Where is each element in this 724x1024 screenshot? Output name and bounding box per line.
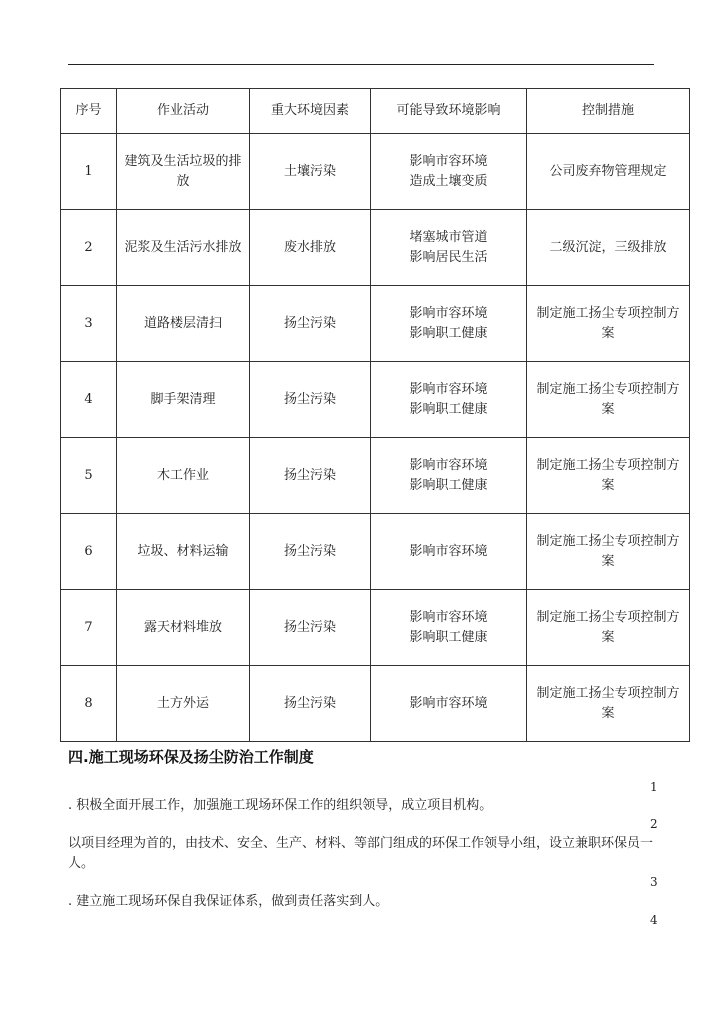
table-header-row	[61, 89, 690, 134]
header-cell-impact: 可能导致环境影响	[371, 89, 527, 134]
impact-line: 影响市容环境	[409, 457, 488, 473]
impact-line: 影响市容环境	[409, 695, 488, 711]
cell-factor: 土壤污染	[250, 134, 371, 210]
paragraph-number: 3	[650, 875, 658, 889]
cell-factor: 扬尘污染	[250, 590, 371, 666]
cell-factor: 扬尘污染	[250, 362, 371, 438]
cell-activity: 露天材料堆放	[117, 590, 250, 666]
paragraph-number: 2	[650, 817, 658, 831]
table-row	[61, 666, 690, 742]
impact-line: 影响居民生活	[409, 249, 488, 265]
table-row	[61, 134, 690, 210]
cell-activity: 土方外运	[117, 666, 250, 742]
table-row	[61, 210, 690, 286]
impact-line: 影响市容环境	[409, 153, 488, 169]
table-row	[61, 362, 690, 438]
cell-no: 2	[61, 210, 117, 286]
section-title: 四.施工现场环保及扬尘防治工作制度	[68, 748, 314, 766]
cell-factor: 扬尘污染	[250, 438, 371, 514]
cell-factor: 废水排放	[250, 210, 371, 286]
cell-no: 4	[61, 362, 117, 438]
cell-impact	[371, 590, 527, 666]
header-cell-measure: 控制措施	[527, 89, 690, 134]
header-rule	[68, 64, 654, 65]
header-cell-factor: 重大环境因素	[250, 89, 371, 134]
table-row	[61, 286, 690, 362]
environmental-factors-table	[60, 88, 690, 742]
paragraph-number: 4	[650, 913, 658, 927]
cell-factor: 扬尘污染	[250, 514, 371, 590]
impact-line: 影响职工健康	[409, 325, 488, 341]
impact-line: 影响市容环境	[409, 305, 488, 321]
cell-no: 7	[61, 590, 117, 666]
cell-activity: 泥浆及生活污水排放	[117, 210, 250, 286]
impact-line: 堵塞城市管道	[409, 229, 488, 245]
impact-line: 影响职工健康	[409, 401, 488, 417]
cell-impact	[371, 286, 527, 362]
cell-no: 1	[61, 134, 117, 210]
header-cell-activity: 作业活动	[117, 89, 250, 134]
impact-line: 影响市容环境	[409, 543, 488, 559]
cell-factor: 扬尘污染	[250, 286, 371, 362]
cell-measure: 制定施工扬尘专项控制方案	[527, 666, 690, 742]
impact-line: 影响市容环境	[409, 609, 488, 625]
cell-activity: 建筑及生活垃圾的排放	[117, 134, 250, 210]
cell-activity: 脚手架清理	[117, 362, 250, 438]
cell-no: 5	[61, 438, 117, 514]
table-row	[61, 514, 690, 590]
cell-impact	[371, 438, 527, 514]
cell-no: 3	[61, 286, 117, 362]
cell-activity: 木工作业	[117, 438, 250, 514]
cell-factor: 扬尘污染	[250, 666, 371, 742]
cell-activity: 道路楼层清扫	[117, 286, 250, 362]
paragraph-number: 1	[650, 780, 658, 794]
cell-impact	[371, 362, 527, 438]
cell-impact	[371, 514, 527, 590]
cell-measure: 制定施工扬尘专项控制方案	[527, 438, 690, 514]
paragraph-text: . 建立施工现场环保自我保证体系，做到责任落实到人。	[68, 894, 389, 909]
paragraph-text: 以项目经理为首的，由技术、安全、生产、材料、等部门组成的环保工作领导小组，设立兼职环保员一人。	[68, 836, 654, 871]
table-row	[61, 438, 690, 514]
cell-measure: 制定施工扬尘专项控制方案	[527, 590, 690, 666]
cell-measure: 二级沉淀，三级排放	[527, 210, 690, 286]
cell-no: 6	[61, 514, 117, 590]
cell-measure: 制定施工扬尘专项控制方案	[527, 514, 690, 590]
impact-line: 影响市容环境	[409, 381, 488, 397]
impact-line: 影响职工健康	[409, 477, 488, 493]
cell-no: 8	[61, 666, 117, 742]
cell-measure: 制定施工扬尘专项控制方案	[527, 362, 690, 438]
cell-activity: 垃圾、材料运输	[117, 514, 250, 590]
paragraph-text: . 积极全面开展工作，加强施工现场环保工作的组织领导，成立项目机构。	[68, 798, 493, 813]
header-cell-no: 序号	[61, 89, 117, 134]
impact-line: 影响职工健康	[409, 629, 488, 645]
table-row	[61, 590, 690, 666]
impact-line: 造成土壤变质	[409, 173, 488, 189]
cell-measure: 公司废弃物管理规定	[527, 134, 690, 210]
cell-measure: 制定施工扬尘专项控制方案	[527, 286, 690, 362]
cell-impact	[371, 666, 527, 742]
cell-impact	[371, 134, 527, 210]
cell-impact	[371, 210, 527, 286]
